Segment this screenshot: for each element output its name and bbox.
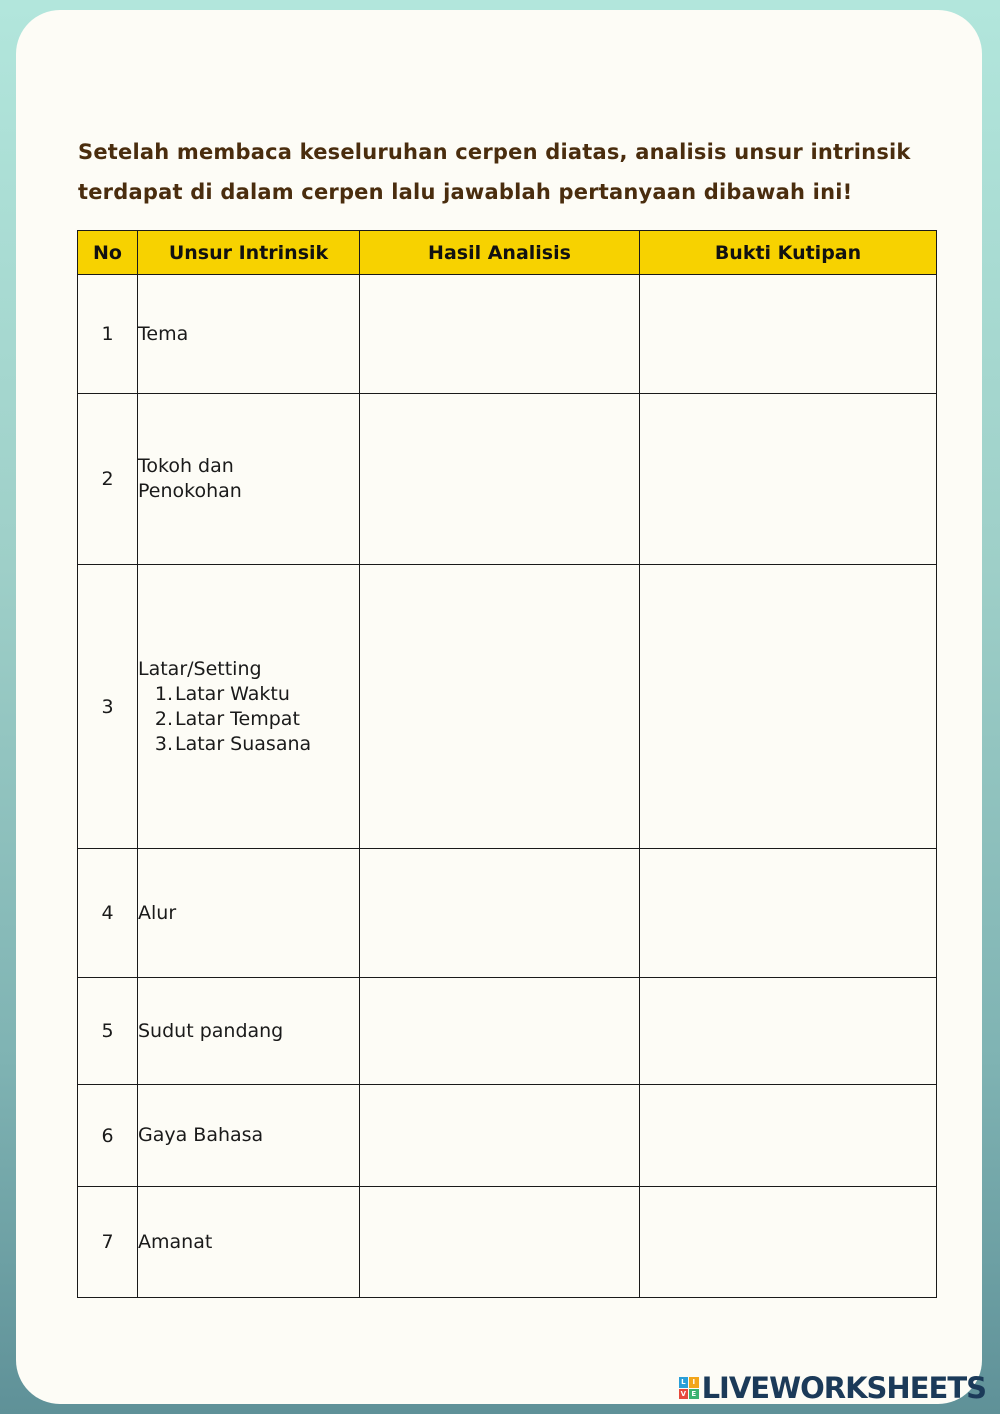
- unsur-cell: [138, 275, 360, 394]
- instruction-text: Setelah membaca keseluruhan cerpen diatas, analisis unsur intrinsik terdapat di dalam cerpen lalu jawablah pertanyaan dibawah ini!: [78, 140, 911, 204]
- hasil-analisis-answer-cell[interactable]: [360, 978, 640, 1085]
- row-number: 7: [78, 1187, 138, 1298]
- unsur-label: Sudut pandang: [138, 1019, 284, 1042]
- hasil-analisis-answer-cell[interactable]: [360, 394, 640, 565]
- unsur-label: Tokoh dan Penokohan: [138, 455, 242, 502]
- unsur-cell: [138, 849, 360, 978]
- table-header-row: [78, 231, 937, 275]
- bukti-kutipan-answer-cell[interactable]: [640, 849, 937, 978]
- header-bukti-kutipan: Bukti Kutipan: [640, 231, 937, 275]
- header-unsur-intrinsik: Unsur Intrinsik: [138, 231, 360, 275]
- bukti-kutipan-answer-cell[interactable]: [640, 275, 937, 394]
- subitem-number: 2.: [154, 707, 173, 730]
- logo-letter: E: [689, 1389, 699, 1400]
- unsur-label: Tema: [138, 322, 189, 345]
- liveworksheets-logo-icon: [679, 1377, 699, 1399]
- table-row: [78, 1187, 937, 1298]
- latar-subitem-list: [138, 682, 359, 757]
- row-number: 2: [78, 394, 138, 565]
- list-item: [154, 707, 359, 732]
- table-row: [78, 978, 937, 1085]
- unsur-label: Alur: [138, 901, 177, 924]
- logo-letter: V: [679, 1389, 689, 1400]
- unsur-cell: [138, 565, 360, 849]
- table-row: [78, 1085, 937, 1187]
- row-number: 4: [78, 849, 138, 978]
- hasil-analisis-answer-cell[interactable]: [360, 1187, 640, 1298]
- brand-name: LIVEWORKSHEETS: [701, 1371, 986, 1405]
- hasil-analisis-answer-cell[interactable]: [360, 565, 640, 849]
- table-row: [78, 394, 937, 565]
- bukti-kutipan-answer-cell[interactable]: [640, 1085, 937, 1187]
- hasil-analisis-answer-cell[interactable]: [360, 275, 640, 394]
- bukti-kutipan-answer-cell[interactable]: [640, 1187, 937, 1298]
- subitem-number: 1.: [154, 682, 173, 705]
- header-hasil-analisis: Hasil Analisis: [360, 231, 640, 275]
- bukti-kutipan-answer-cell[interactable]: [640, 978, 937, 1085]
- subitem-label: Latar Suasana: [175, 732, 312, 755]
- unsur-cell: [138, 1085, 360, 1187]
- unsur-cell: [138, 1187, 360, 1298]
- subitem-number: 3.: [154, 732, 173, 755]
- unsur-label: Amanat: [138, 1230, 213, 1253]
- header-no: No: [78, 231, 138, 275]
- unsur-cell: [138, 978, 360, 1085]
- table-row: [78, 275, 937, 394]
- logo-letter: I: [689, 1377, 699, 1388]
- unsur-label: Latar/Setting: [138, 657, 262, 680]
- table-row: [78, 849, 937, 978]
- worksheet-page: [16, 10, 982, 1404]
- row-number: 3: [78, 565, 138, 849]
- hasil-analisis-answer-cell[interactable]: [360, 849, 640, 978]
- bukti-kutipan-answer-cell[interactable]: [640, 394, 937, 565]
- hasil-analisis-answer-cell[interactable]: [360, 1085, 640, 1187]
- unsur-label: Gaya Bahasa: [138, 1124, 264, 1146]
- list-item: [154, 682, 359, 707]
- analysis-table: [77, 230, 937, 1298]
- row-number: 6: [78, 1085, 138, 1187]
- list-item: [154, 732, 359, 757]
- bukti-kutipan-answer-cell[interactable]: [640, 565, 937, 849]
- subitem-label: Latar Waktu: [175, 682, 290, 705]
- logo-letter: L: [679, 1377, 689, 1388]
- liveworksheets-brand[interactable]: [679, 1370, 986, 1406]
- row-number: 1: [78, 275, 138, 394]
- row-number: 5: [78, 978, 138, 1085]
- unsur-cell: [138, 394, 360, 565]
- table-row: [78, 565, 937, 849]
- subitem-label: Latar Tempat: [175, 707, 300, 730]
